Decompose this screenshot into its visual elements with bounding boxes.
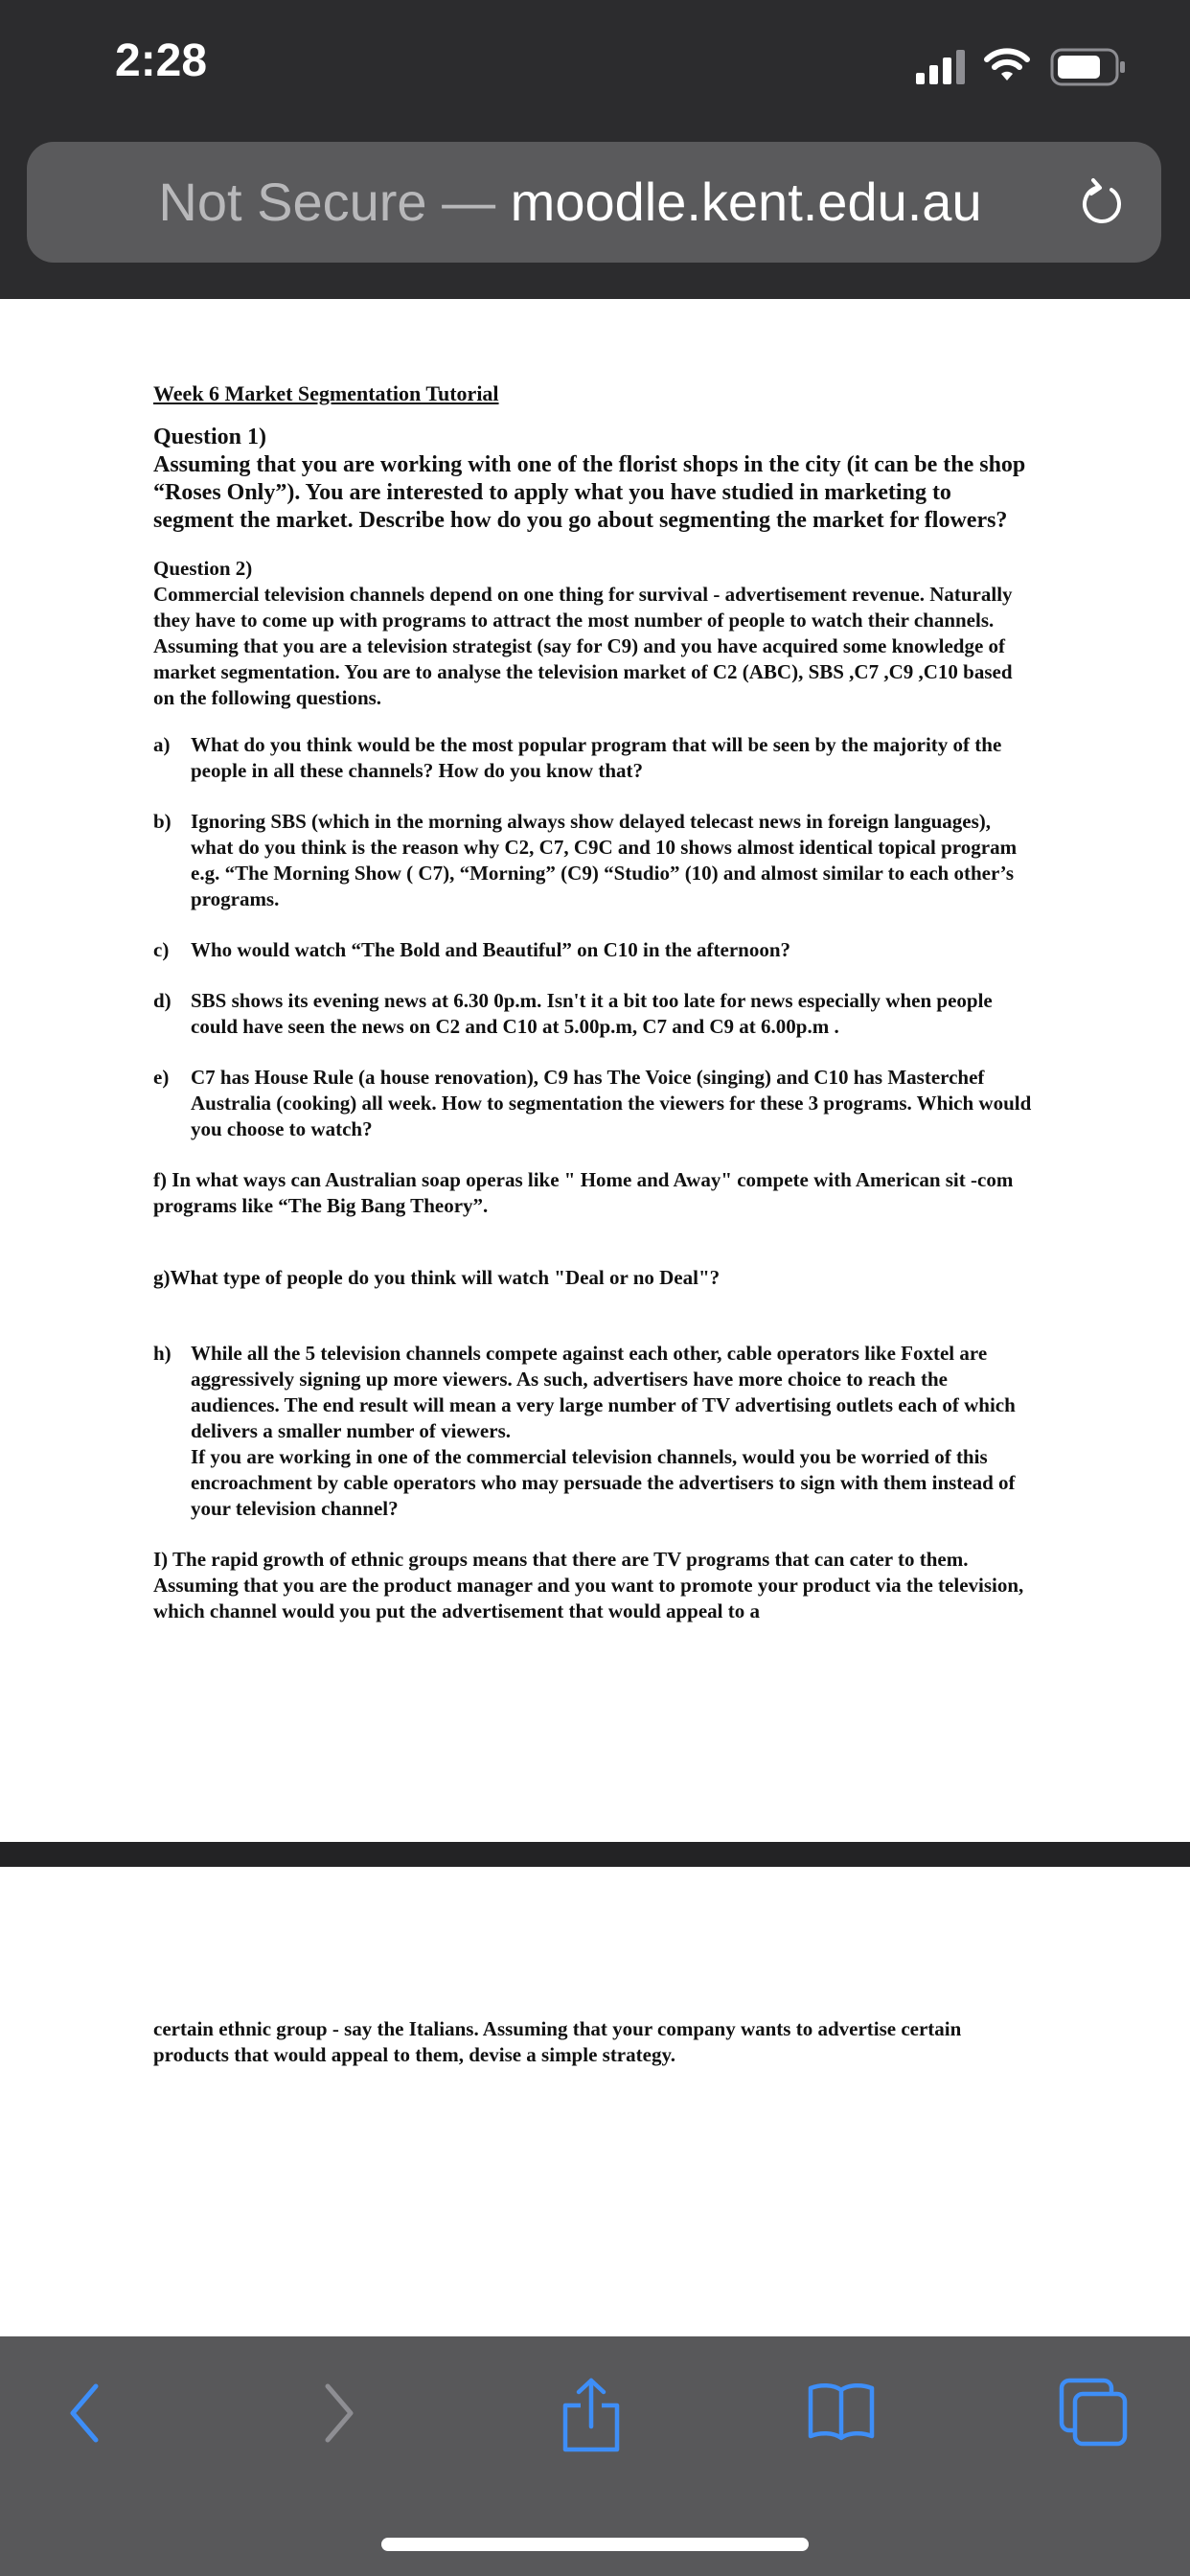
item-label: h) xyxy=(153,1342,172,1365)
item-text: What do you think would be the most popular program that will be seen by the majority of the people in all these channels? How do you know that? xyxy=(191,733,1002,782)
battery-icon xyxy=(1050,48,1127,86)
item-text: SBS shows its evening news at 6.30 0p.m. Isn't it a bit too late for news especially when people could have seen the news on C2 and C10 at 5.00p.m, C7 and C9 at 6.00p.m . xyxy=(191,989,993,1038)
item-label: a) xyxy=(153,733,171,756)
tabs-button[interactable] xyxy=(1058,2377,1131,2450)
address-domain: moodle.kent.edu.au xyxy=(510,172,982,232)
document-title: Week 6 Market Segmentation Tutorial xyxy=(153,381,499,405)
wifi-icon xyxy=(983,48,1031,84)
h-text-part-2: If you are working in one of the commercial television channels, would you be worried of this encroachment by cable operators who may persuade the advertisers to sign with them instead of your television channel? xyxy=(191,1445,1016,1520)
item-label: c) xyxy=(153,938,170,961)
address-separator: — xyxy=(426,172,511,232)
question-2-text: Commercial television channels depend on one thing for survival - advertisement revenue. Naturally they have to come up with programs to attract the most number of people to watch their channels. Assuming that you are a television strategist (say for C9) and you have acquired some knowledge of market segmentation. You are to analyse the television market of C2 (ABC), SBS ,C7 ,C9 ,C10 based on the following questions. xyxy=(153,583,1013,709)
home-indicator[interactable] xyxy=(381,2538,809,2551)
item-text xyxy=(191,1341,1035,1522)
document-content xyxy=(153,381,1035,1624)
item-label: b) xyxy=(153,810,172,833)
not-secure-label: Not Secure xyxy=(158,172,427,232)
question-item-d xyxy=(153,988,1035,1040)
question-item-c xyxy=(153,937,1035,963)
question-item-h xyxy=(153,1341,1035,1522)
question-f: f) In what ways can Australian soap operas like " Home and Away" compete with American sit -com programs like “The Big Bang Theory”. xyxy=(153,1168,1014,1217)
question-i: I) The rapid growth of ethnic groups means that there are TV programs that can cater to them. Assuming that you are the product manager and you want to promote your product via the television, which channel would you put the advertisement that would appeal to a xyxy=(153,1548,1024,1622)
question-g: g)What type of people do you think will watch "Deal or no Deal"? xyxy=(153,1266,721,1289)
status-time: 2:28 xyxy=(115,35,208,86)
share-button[interactable] xyxy=(558,2377,625,2453)
question-item-b xyxy=(153,809,1035,912)
address-bar[interactable] xyxy=(27,142,1161,263)
question-1-text: Assuming that you are working with one of the florist shops in the city (it can be the shop “Roses Only”). You are interested to apply what you have studied in marketing to segment the market. Describe how do you go about segmenting the market for flowers? xyxy=(153,452,1026,533)
item-label: d) xyxy=(153,989,172,1012)
item-text: Who would watch “The Bold and Beautiful” on C10 in the afternoon? xyxy=(191,938,791,961)
forward-button[interactable] xyxy=(310,2377,364,2450)
question-2-label: Question 2) xyxy=(153,557,253,580)
question-item-a xyxy=(153,732,1035,784)
h-text-part-1: While all the 5 television channels compete against each other, cable operators like Foxtel are aggressively signing up more viewers. As such, advertisers have more choice to reach the audiences. The end result will mean a very large number of TV advertising outlets each of which delivers a smaller number of viewers. xyxy=(191,1342,1016,1442)
item-text: C7 has House Rule (a house renovation), C9 has The Voice (singing) and C10 has Masterchef Australia (cooking) all week. How to segmentation the viewers for these 3 programs. Which would you choose to watch? xyxy=(191,1066,1032,1140)
reload-icon[interactable] xyxy=(1077,176,1131,230)
back-button[interactable] xyxy=(59,2377,113,2450)
bookmarks-button[interactable] xyxy=(807,2377,876,2444)
question-i-continued: certain ethnic group - say the Italians. Assuming that your company wants to advertise certain products that would appeal to them, devise a simple strategy. xyxy=(153,2017,962,2066)
item-label: e) xyxy=(153,1066,170,1089)
page-break xyxy=(0,1842,1190,1867)
cellular-signal-icon xyxy=(916,48,972,84)
address-text[interactable] xyxy=(27,171,1113,233)
question-1-label: Question 1) xyxy=(153,425,267,449)
item-text: Ignoring SBS (which in the morning always show delayed telecast news in foreign languages), what do you think is the reason why C2, C7, C9C and 10 shows almost identical topical program e.g. “The Morning Show ( C7), “Morning” (C9) “Studio” (10) and almost similar to each other’s programs. xyxy=(191,810,1018,910)
question-item-e xyxy=(153,1065,1035,1142)
document-page-2 xyxy=(0,1867,1190,2336)
document-page-2-content xyxy=(153,2016,1035,2068)
